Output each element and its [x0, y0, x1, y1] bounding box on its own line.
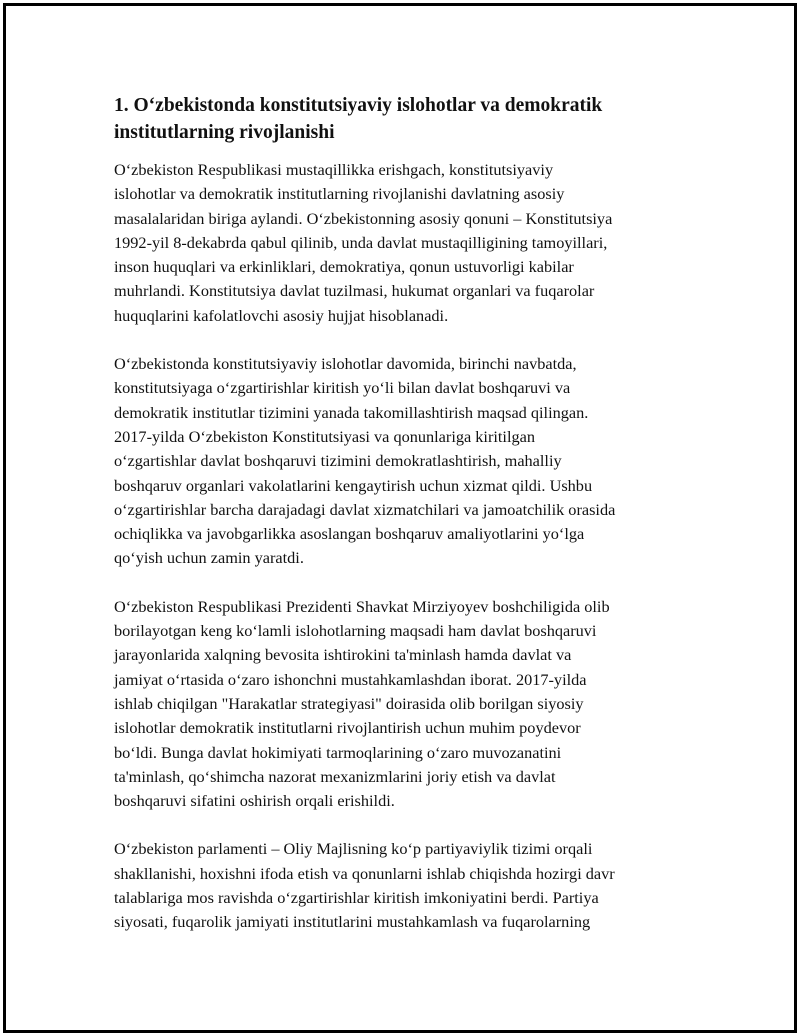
- text-line: o‘zgartirishlar barcha darajadagi davlat xizmatchilari va jamoatchilik orasida: [114, 499, 616, 519]
- text-line: inson huquqlari va erkinliklari, demokratiya, qonun ustuvorligi kabilar: [114, 257, 574, 277]
- text-line: jarayonlarida xalqning bevosita ishtirokini ta'minlash hamda davlat va: [114, 645, 572, 665]
- text-line: ochiqlikka va javobgarlikka asoslangan boshqaruv amaliyotlarini yo‘lga: [114, 524, 585, 544]
- text-line: O‘zbekistonda konstitutsiyaviy islohotlar davomida, birinchi navbatda,: [114, 354, 577, 374]
- text-line: islohotlar va demokratik institutlarning rivojlanishi davlatning asosiy: [114, 184, 565, 204]
- document-body: [114, 92, 694, 959]
- text-line: boshqaruv organlari vakolatlarini kengaytirish uchun xizmat qildi. Ushbu: [114, 475, 593, 495]
- text-line: O‘zbekiston Respublikasi mustaqillikka erishgach, konstitutsiyaviy: [114, 160, 554, 179]
- text-line: O‘zbekiston parlamenti – Oliy Majlisning ko‘p partiyaviylik tizimi orqali: [114, 839, 593, 859]
- text-line: siyosati, fuqarolik jamiyati institutlarini mustahkamlash va fuqarolarning: [114, 912, 591, 932]
- paragraph-2: [114, 352, 694, 571]
- text-line: jamiyat o‘rtasida o‘zaro ishonchni mustahkamlashdan iborat. 2017-yilda: [114, 669, 587, 689]
- paragraph-1: [114, 158, 694, 328]
- section-heading: [114, 92, 694, 146]
- text-line: shakllanishi, hoxishni ifoda etish va qonunlarni ishlab chiqishda hozirgi davr: [114, 863, 615, 883]
- text-line: borilayotgan keng ko‘lamli islohotlarning maqsadi ham davlat boshqaruvi: [114, 621, 597, 641]
- heading-line: institutlarning rivojlanishi: [114, 122, 335, 143]
- text-line: ishlab chiqilgan "Harakatlar strategiyasi" doirasida olib borilgan siyosiy: [114, 693, 584, 713]
- text-line: qo‘yish uchun zamin yaratdi.: [114, 548, 304, 568]
- paragraph-3: [114, 595, 694, 814]
- text-line: O‘zbekiston Respublikasi Prezidenti Shavkat Mirziyoyev boshchiligida olib: [114, 596, 610, 616]
- text-line: demokratik institutlar tizimini yanada takomillashtirish maqsad qilingan.: [114, 402, 589, 422]
- text-line: muhrlandi. Konstitutsiya davlat tuzilmasi, hukumat organlari va fuqarolar: [114, 281, 595, 301]
- text-line: konstitutsiyaga o‘zgartirishlar kiritish yo‘li bilan davlat boshqaruvi va: [114, 378, 571, 398]
- paragraph-4: [114, 837, 694, 934]
- text-line: 2017-yilda O‘zbekiston Konstitutsiyasi va qonunlariga kiritilgan: [114, 426, 535, 446]
- text-line: boshqaruvi sifatini oshirish orqali erishildi.: [114, 791, 395, 811]
- text-line: ta'minlash, qo‘shimcha nazorat mexanizmlarini joriy etish va davlat: [114, 766, 556, 786]
- text-line: bo‘ldi. Bunga davlat hokimiyati tarmoqlarining o‘zaro muvozanatini: [114, 742, 562, 762]
- text-line: 1992-yil 8-dekabrda qabul qilinib, unda davlat mustaqilligining tamoyillari,: [114, 232, 608, 252]
- text-line: o‘zgartishlar davlat boshqaruvi tizimini demokratlashtirish, mahalliy: [114, 451, 562, 471]
- text-line: masalalaridan biriga aylandi. O‘zbekistonning asosiy qonuni – Konstitutsiya: [114, 208, 613, 228]
- heading-line: 1. O‘zbekistonda konstitutsiyaviy islohotlar va demokratik: [114, 95, 603, 116]
- text-line: huquqlarini kafolatlovchi asosiy hujjat hisoblanadi.: [114, 305, 449, 325]
- text-line: islohotlar demokratik institutlarni rivojlantirish uchun muhim poydevor: [114, 718, 581, 738]
- text-line: talablariga mos ravishda o‘zgartirishlar kiritish imkoniyatini berdi. Partiya: [114, 888, 599, 908]
